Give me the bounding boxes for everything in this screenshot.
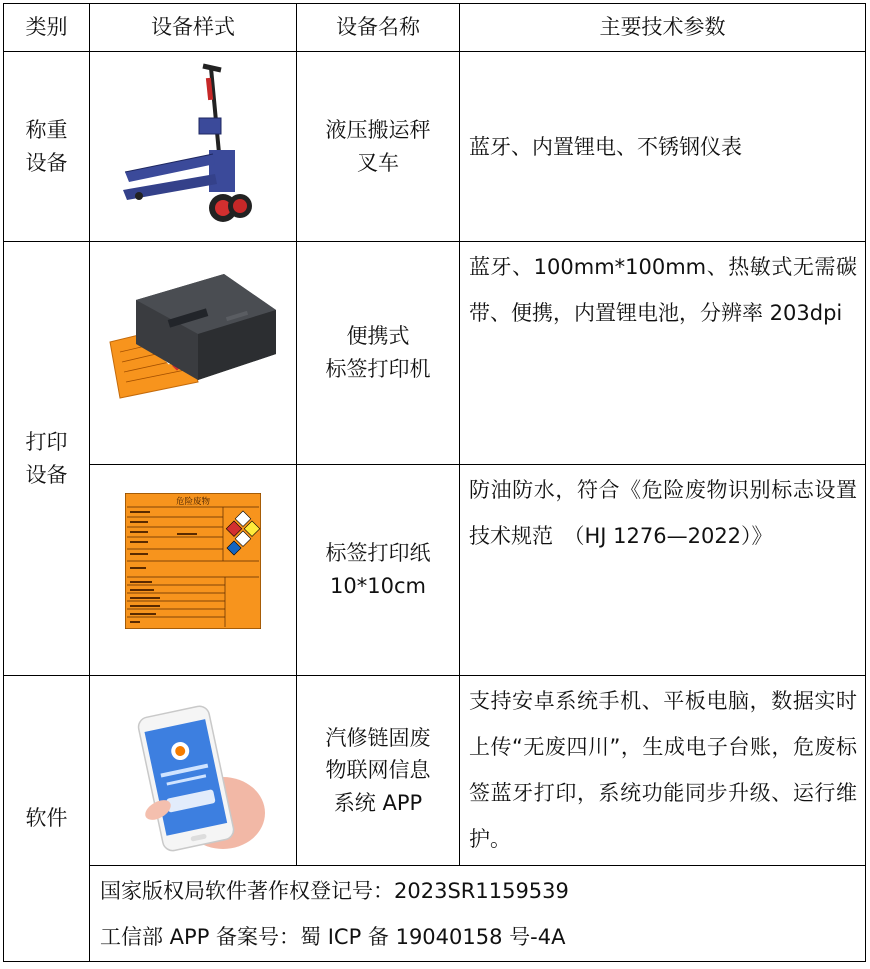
category-cell: 称重 设备 [4,52,90,242]
category-cell: 打印 设备 [4,242,90,676]
device-image-cell [90,465,297,676]
header-category: 类别 [4,4,90,52]
device-name-cell: 液压搬运秤 叉车 [297,52,460,242]
device-image-cell [90,676,297,866]
footer-row [4,866,866,962]
hazard-label-image [125,493,261,629]
label-title: 危险废物 [175,497,211,507]
label-printer-image [106,270,280,400]
params-cell: 蓝牙、内置锂电、不锈钢仪表 [460,52,866,242]
device-name-cell: 标签打印纸 10*10cm [297,465,460,676]
header-name: 设备名称 [297,4,460,52]
phone-app-image [128,698,268,858]
icp-registration: 工信部 APP 备案号：蜀 ICP 备 19040158 号-4A [100,925,566,949]
equipment-table [3,3,866,962]
device-name-cell: 便携式 标签打印机 [297,242,460,465]
table-row [4,52,866,242]
header-row [4,4,866,52]
header-style: 设备样式 [90,4,297,52]
device-name-cell: 汽修链固废 物联网信息 系统 APP [297,676,460,866]
header-params: 主要技术参数 [460,4,866,52]
pallet-truck-image [103,58,281,234]
table-row [4,242,866,465]
table-row [4,676,866,866]
table-row [4,465,866,676]
copyright-registration: 国家版权局软件著作权登记号：2023SR1159539 [100,879,569,903]
params-cell: 防油防水，符合《危险废物识别标志设置技术规范 （HJ 1276—2022）》 [460,465,866,676]
params-cell: 支持安卓系统手机、平板电脑，数据实时上传“无废四川”，生成电子台账，危废标签蓝牙打印，系统功能同步升级、运行维护。 [460,676,866,866]
device-image-cell [90,52,297,242]
category-cell: 软件 [4,676,90,962]
registration-info [90,866,866,962]
device-image-cell [90,242,297,465]
params-cell: 蓝牙、100mm*100mm、热敏式无需碳带、便携，内置锂电池，分辨率 203dpi [460,242,866,465]
